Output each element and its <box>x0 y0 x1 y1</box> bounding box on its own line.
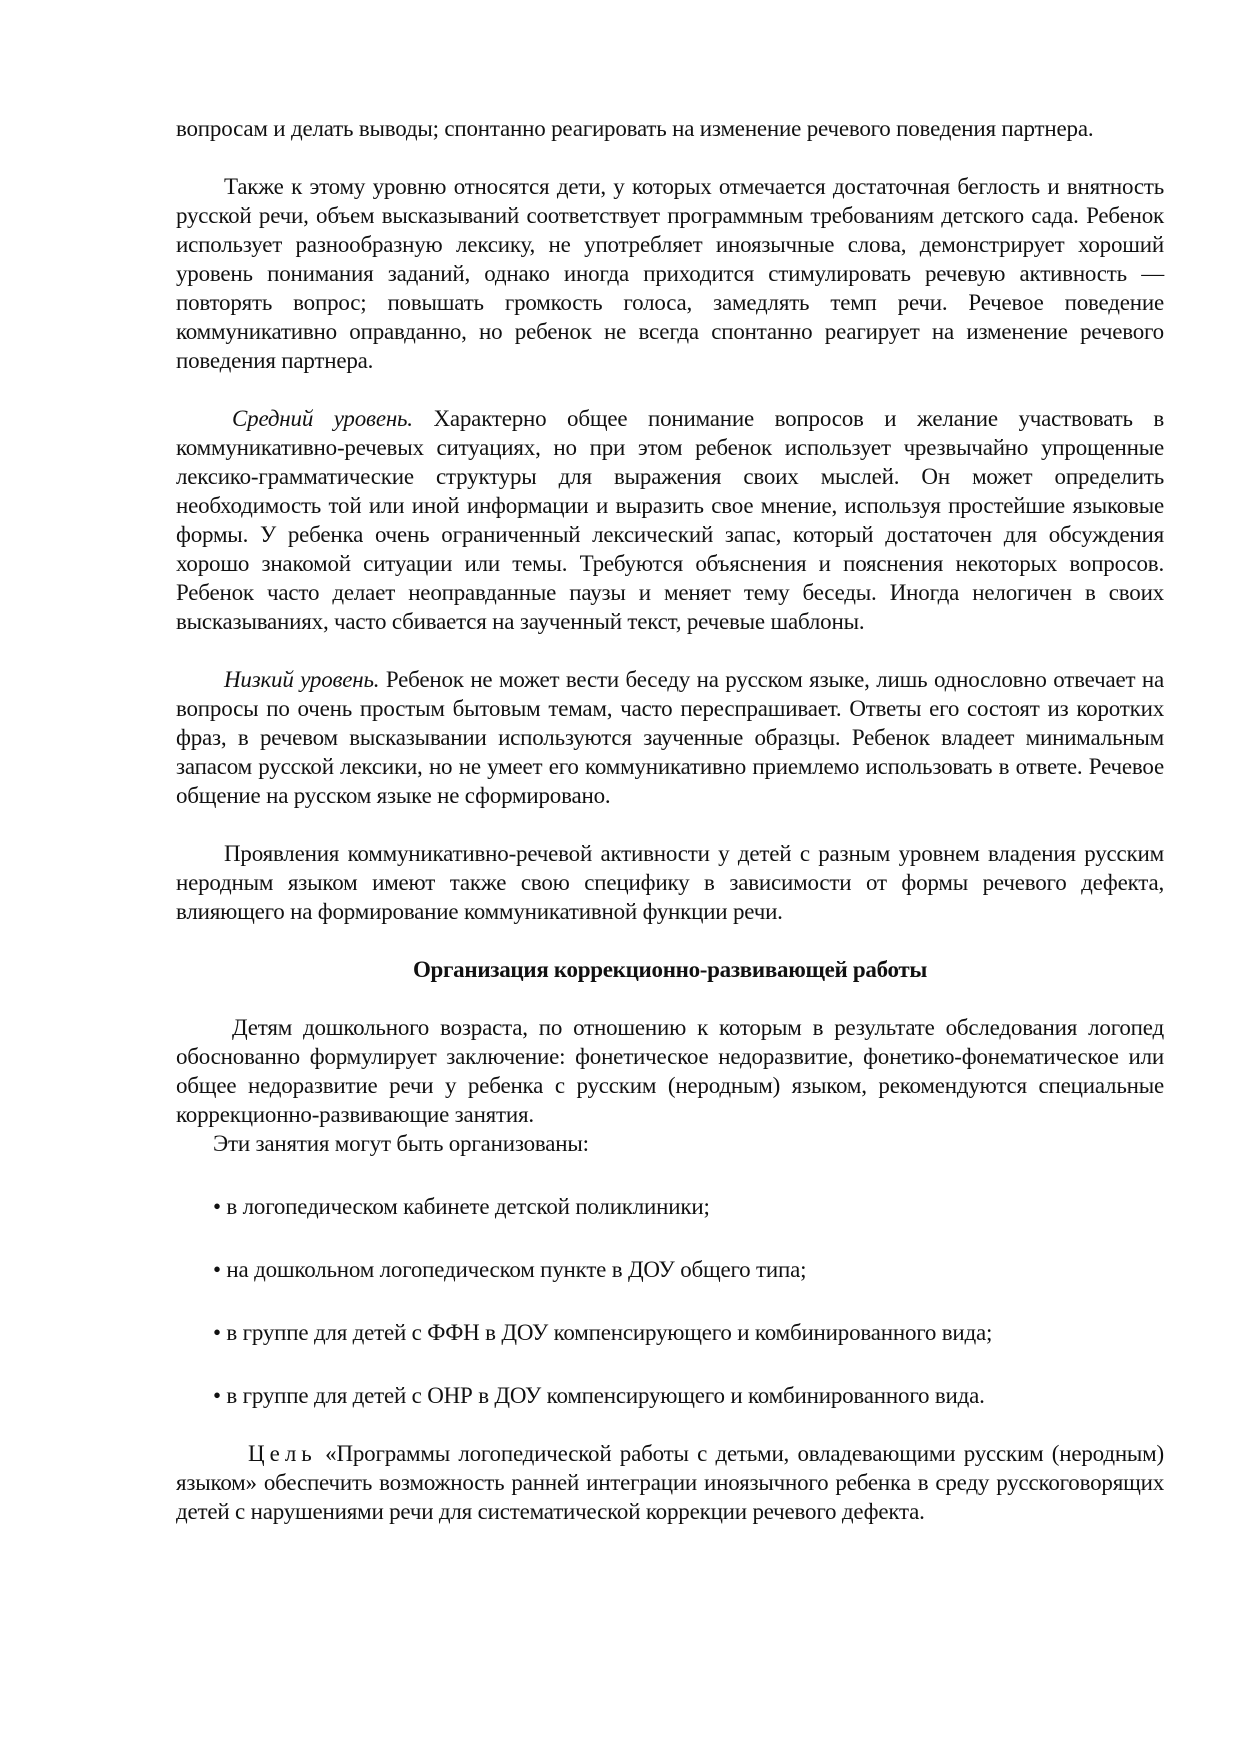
list-item <box>176 1318 1164 1347</box>
list-item <box>176 1192 1164 1221</box>
low-level-text: Ребенок не может вести беседу на русском языке, лишь однословно отвечает на вопросы по очень простым бытовым темам, часто переспрашивает. Ответы его состоят из коротких фраз, в речевом высказывании используются заученные образцы. Ребенок владеет минимальным запасом русской лексики, но не умеет его коммуникативно приемлемо использовать в ответе. Речевое общение на русском языке не сформировано. <box>176 667 1164 808</box>
medium-level-text: Характерно общее понимание вопросов и желание участвовать в коммуникативно-речевых ситуациях, но при этом ребенок использует чрезвычайно упрощенные лексико-грамматические структуры для выражения своих мыслей. Он может определить необходимость той или иной информации и выразить свое мнение, используя простейшие языковые формы. У ребенка очень ограниченный лексический запас, который достаточен для обсуждения хорошо знакомой ситуации или темы. Требуются объяснения и пояснения некоторых вопросов. Ребенок часто делает неоправданные паузы и меняет тему беседы. Иногда нелогичен в своих высказываниях, часто сбивается на заученный текст, речевые шаблоны. <box>176 406 1165 634</box>
bullet-icon: • <box>213 1383 221 1408</box>
list-item-text: в логопедическом кабинете детской поликлиники; <box>226 1194 710 1219</box>
paragraph-recommendation: Детям дошкольного возраста, по отношению к которым в результате обследования логопед обоснованно формулирует заключение: фонетическое недоразвитие, фонетико-фонематическое или общее недоразвитие речи у ребенка с русским (неродным) языком, рекомендуются специальные коррекционно-развивающие занятия. <box>176 1015 1164 1127</box>
bullet-icon: • <box>213 1194 221 1219</box>
list-item-text: в группе для детей с ОНР в ДОУ компенсирующего и комбинированного вида. <box>226 1383 985 1408</box>
list-item-text: на дошкольном логопедическом пункте в ДОУ общего типа; <box>226 1257 807 1282</box>
medium-level-label: Средний уровень. <box>232 406 413 431</box>
paragraph-goal <box>176 1439 1164 1526</box>
paragraph-low-level <box>176 665 1164 810</box>
organization-list <box>176 1192 1164 1410</box>
list-item-text: в группе для детей с ФФН в ДОУ компенсирующего и комбинированного вида; <box>226 1320 993 1345</box>
list-item <box>176 1381 1164 1410</box>
paragraph-specifics: Проявления коммуникативно-речевой активности у детей с разным уровнем владения русским неродным языком имеют также свою специфику в зависимости от формы речевого дефекта, влияющего на формирование коммуникативной функции речи. <box>176 841 1164 924</box>
goal-label: Цель <box>248 1441 317 1466</box>
list-item <box>176 1255 1164 1284</box>
document-page <box>176 114 1164 1526</box>
paragraph-medium-level <box>176 404 1164 636</box>
paragraph-list-intro: Эти занятия могут быть организованы: <box>213 1131 589 1156</box>
section-heading: Организация коррекционно-развивающей работы <box>412 957 928 982</box>
low-level-label: Низкий уровень. <box>224 667 380 692</box>
bullet-icon: • <box>213 1320 221 1345</box>
paragraph-high-level-extra: Также к этому уровню относятся дети, у которых отмечается достаточная беглость и внятность русской речи, объем высказываний соответствует программным требованиям детского сада. Ребенок использует разнообразную лексику, не употребляет иноязычные слова, демонстрирует хороший уровень понимания заданий, однако иногда приходится стимулировать речевую активность — повторять вопрос; повышать громкость голоса, замедлять темп речи. Речевое поведение коммуникативно оправданно, но ребенок не всегда спонтанно реагирует на изменение речевого поведения партнера. <box>176 174 1164 373</box>
paragraph-continuation: вопросам и делать выводы; спонтанно реагировать на изменение речевого поведения партнера. <box>176 116 1094 141</box>
bullet-icon: • <box>213 1257 221 1282</box>
goal-text: «Программы логопедической работы с детьми, овладевающими русским (неродным) языком» обеспечить возможность ранней интеграции иноязычного ребенка в среду русскоговорящих детей с нарушениями речи для систематической коррекции речевого дефекта. <box>176 1441 1164 1524</box>
